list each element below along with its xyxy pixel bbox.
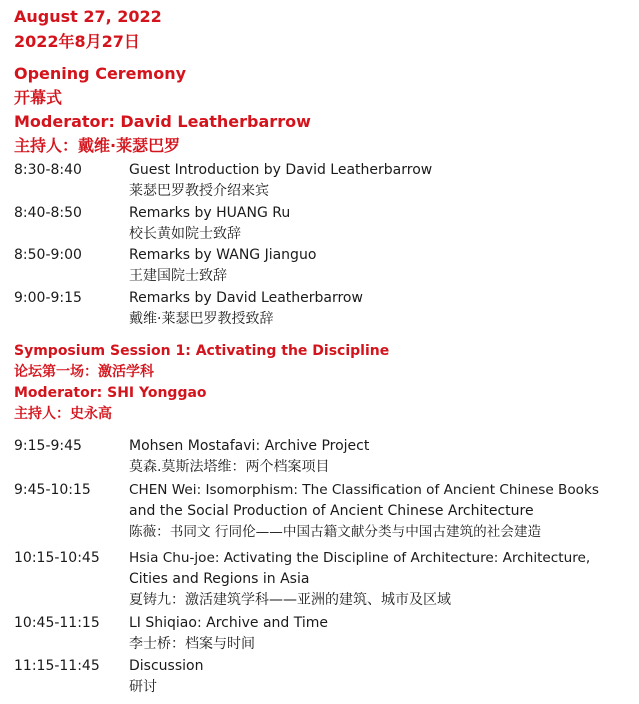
description-line: 莫森.莫斯法塔维：两个档案项目: [129, 459, 330, 475]
schedule-time: 9:15-9:45: [14, 438, 82, 454]
description-line: 戴维·莱瑟巴罗教授致辞: [129, 311, 274, 327]
description-line: 研讨: [129, 679, 157, 695]
description-line: Cities and Regions in Asia: [129, 571, 310, 587]
description-line: 王建国院士致辞: [129, 268, 227, 284]
schedule-description: [129, 480, 634, 543]
description-line: CHEN Wei: Isomorphism: The Classification of Ancient Chinese Books: [129, 482, 599, 498]
schedule-time: 10:45-11:15: [14, 615, 100, 631]
description-line: Remarks by WANG Jianguo: [129, 247, 317, 263]
schedule-description: [129, 548, 634, 611]
description-line: 莱瑟巴罗教授介绍来宾: [129, 183, 269, 199]
opening-title-chinese: 开幕式: [14, 88, 63, 107]
schedule-description: [129, 203, 634, 245]
schedule-time: 9:00-9:15: [14, 290, 82, 306]
schedule-time: 8:50-9:00: [14, 247, 82, 263]
date-chinese: 2022年8月27日: [14, 32, 140, 51]
schedule-description: [129, 656, 634, 698]
opening-moderator-chinese: 主持人：戴维·莱瑟巴罗: [14, 136, 181, 155]
description-line: 李士桥：档案与时间: [129, 636, 255, 652]
description-line: 陈薇：书同文 行同伦——中国古籍文献分类与中国古建筑的社会建造: [129, 524, 542, 540]
schedule-time: 10:15-10:45: [14, 550, 100, 566]
description-line: LI Shiqiao: Archive and Time: [129, 615, 329, 631]
schedule-time: 8:30-8:40: [14, 162, 82, 178]
description-line: Discussion: [129, 658, 204, 674]
schedule-description: [129, 160, 634, 202]
schedule-description: [129, 288, 634, 330]
schedule-time: 11:15-11:45: [14, 658, 100, 674]
schedule-time: 9:45-10:15: [14, 482, 91, 498]
description-line: 夏铸九：激活建筑学科——亚洲的建筑、城市及区域: [129, 592, 451, 608]
description-line: Mohsen Mostafavi: Archive Project: [129, 438, 370, 454]
schedule-description: [129, 436, 634, 478]
description-line: Guest Introduction by David Leatherbarrow: [129, 162, 433, 178]
schedule-description: [129, 613, 634, 655]
description-line: Remarks by David Leatherbarrow: [129, 290, 363, 306]
session-moderator-chinese: 主持人：史永高: [14, 406, 112, 422]
description-line: Remarks by HUANG Ru: [129, 205, 291, 221]
schedule-time: 8:40-8:50: [14, 205, 82, 221]
description-line: Hsia Chu-joe: Activating the Discipline of Architecture: Architecture,: [129, 550, 591, 566]
opening-title-english: Opening Ceremony: [14, 64, 187, 83]
opening-moderator-english: Moderator: David Leatherbarrow: [14, 112, 311, 131]
date-english: August 27, 2022: [14, 7, 162, 26]
schedule-description: [129, 245, 634, 287]
description-line: 校长黄如院士致辞: [129, 226, 241, 242]
session-title-english: Symposium Session 1: Activating the Discipline: [14, 343, 390, 359]
session-title-chinese: 论坛第一场：激活学科: [14, 364, 154, 380]
session-moderator-english: Moderator: SHI Yonggao: [14, 385, 207, 401]
description-line: and the Social Production of Ancient Chinese Architecture: [129, 503, 534, 519]
